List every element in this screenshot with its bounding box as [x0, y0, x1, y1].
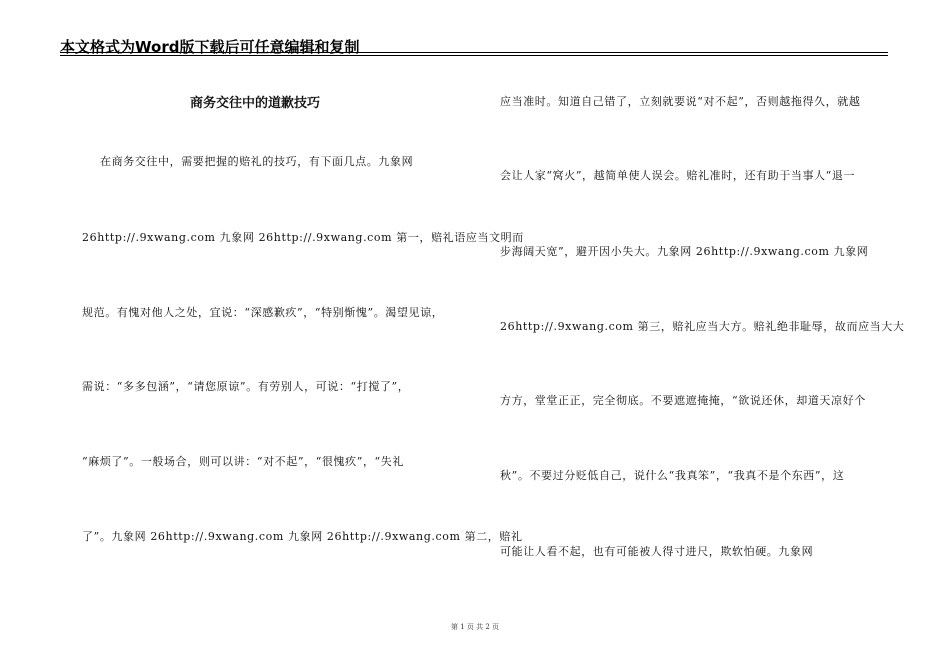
left-column-line: 26http://.9xwang.com 九象网 26http://.9xwang.com 第一，赔礼语应当文明而 [82, 231, 524, 244]
left-column-line: 规范。有愧对他人之处，宜说：“深感歉疚”，“特别惭愧”。渴望见谅， [82, 306, 444, 319]
right-column-line: 26http://.9xwang.com 第三，赔礼应当大方。赔礼绝非耻辱，故而应当大大 [500, 320, 905, 333]
header-divider-secondary [60, 55, 888, 56]
right-column-line: 可能让人看不起，也有可能被人得寸进尺，欺软怕硬。九象网 [500, 545, 814, 558]
right-column-line: 应当准时。知道自己错了，立刻就要说“对不起”，否则越拖得久，就越 [500, 95, 861, 108]
document-title: 商务交往中的道歉技巧 [190, 96, 321, 111]
header-title: 本文格式为Word版下载后可任意编辑和复制 [60, 38, 360, 56]
right-column-line: 方方，堂堂正正，完全彻底。不要遮遮掩掩，“欲说还休，却道天凉好个 [500, 394, 866, 407]
right-column-line: 秋”。不要过分贬低自己，说什么“我真笨”，“我真不是个东西”，这 [500, 469, 845, 482]
left-column-line: 需说：“多多包涵”，“请您原谅”。有劳别人，可说：“打搅了”， [82, 380, 410, 393]
page-number-footer: 第 1 页 共 2 页 [450, 623, 500, 631]
right-column-line: 会让人家“窝火”，越简单使人误会。赔礼准时，还有助于当事人“退一 [500, 169, 856, 182]
right-column-line: 步海阔天宽”，避开因小失大。九象网 26http://.9xwang.com 九象网 [500, 245, 869, 258]
header-divider [60, 52, 888, 53]
left-column-line: 在商务交往中，需要把握的赔礼的技巧，有下面几点。九象网 [100, 155, 414, 168]
left-column-line: “麻烦了”。一般场合，则可以讲：“对不起”，“很愧疚”，“失礼 [82, 455, 404, 468]
left-column-line: 了”。九象网 26http://.9xwang.com 九象网 26http://.9xwang.com 第二，赔礼 [82, 530, 523, 543]
